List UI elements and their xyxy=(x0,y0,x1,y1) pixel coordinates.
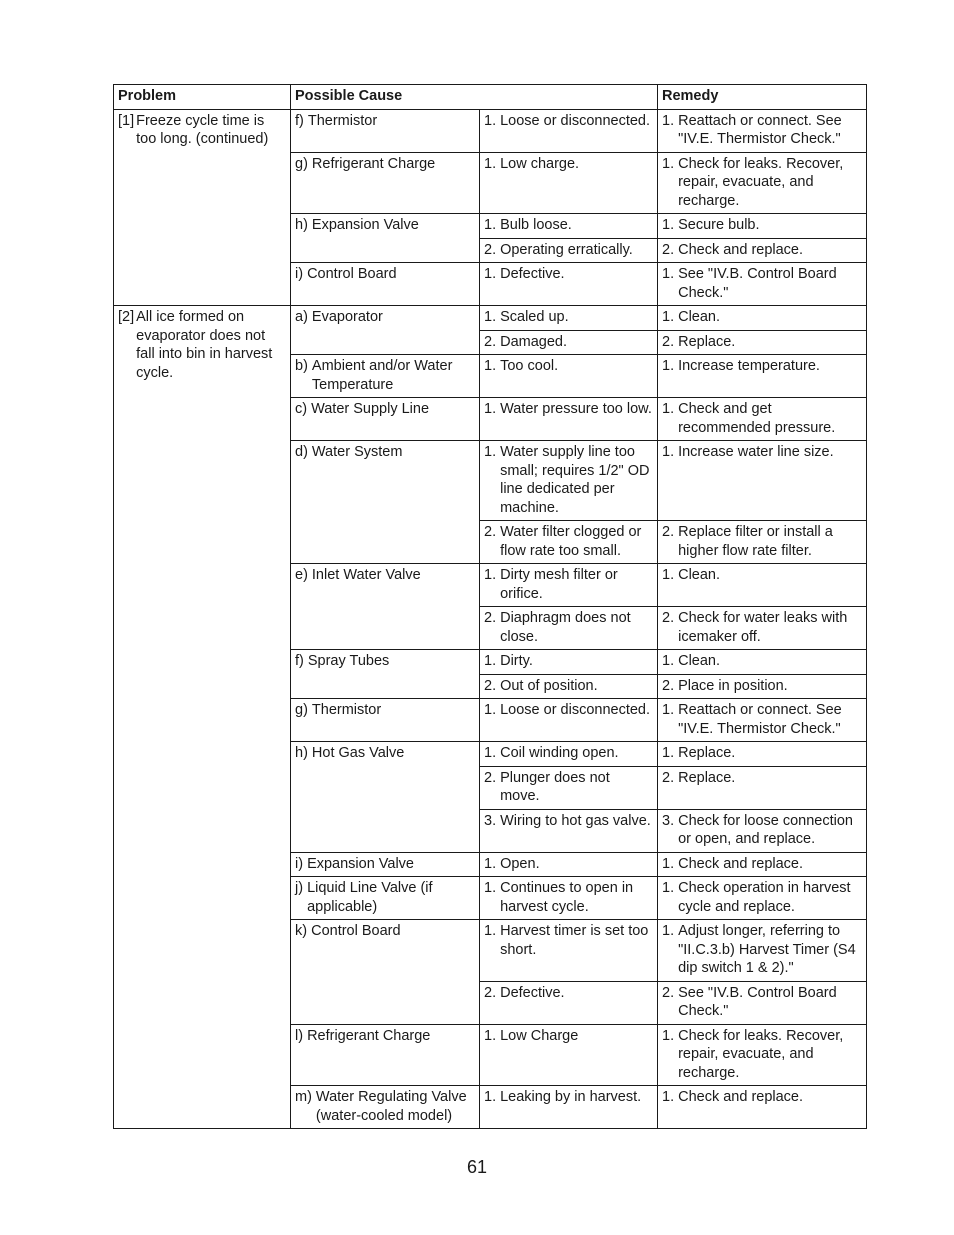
cause-detail-text: Dirty. xyxy=(500,653,533,669)
remedy-text: Reattach or connect. See "IV.E. Thermistor Check." xyxy=(678,112,842,147)
cause-name-text: Ambient and/or Water Temperature xyxy=(311,358,453,393)
cause-name-text: Refrigerant Charge xyxy=(307,1027,431,1044)
cause-name-text: Inlet Water Valve xyxy=(311,567,421,583)
remedy xyxy=(662,609,862,646)
remedy-text: Increase water line size. xyxy=(678,444,834,460)
cause-name-text: Liquid Line Valve (if applicable) xyxy=(307,880,433,915)
problem-description xyxy=(118,308,286,382)
cause-name xyxy=(295,443,475,462)
remedy-cell xyxy=(658,650,867,675)
cause-name-number: l) xyxy=(295,1027,304,1044)
remedy-number: 1. xyxy=(662,358,675,374)
cause-detail xyxy=(484,357,653,376)
cause-detail-cell xyxy=(480,1024,658,1086)
remedy-number: 1. xyxy=(662,1089,675,1105)
cause-detail xyxy=(484,1088,653,1107)
remedy-text: Check and replace. xyxy=(678,1089,804,1105)
header-row xyxy=(114,85,867,110)
cause-detail-cell xyxy=(480,809,658,852)
cause-detail xyxy=(484,308,653,327)
remedy-text: See "IV.B. Control Board Check." xyxy=(678,266,837,301)
cause-detail-text: Coil winding open. xyxy=(500,745,619,761)
cause-detail xyxy=(484,652,653,671)
cause-detail-cell xyxy=(480,521,658,564)
remedy xyxy=(662,677,862,696)
cause-detail-text: Loose or disconnected. xyxy=(500,702,651,718)
cause-detail-cell xyxy=(480,877,658,920)
cause-name-text: Hot Gas Valve xyxy=(311,745,405,761)
cause-cell xyxy=(291,650,480,699)
remedy-number: 2. xyxy=(662,677,675,694)
cause-detail-text: Harvest timer is set too short. xyxy=(500,923,649,958)
remedy-text: Replace. xyxy=(678,769,736,786)
cause-detail-text: Out of position. xyxy=(500,677,598,694)
cause-name-number: a) xyxy=(295,309,308,325)
remedy-cell xyxy=(658,521,867,564)
remedy-cell xyxy=(658,306,867,331)
cause-name xyxy=(295,216,475,235)
remedy-cell xyxy=(658,766,867,809)
cause-detail-cell xyxy=(480,109,658,152)
cause-name xyxy=(295,744,475,763)
cause-name-text: Water Regulating Valve (water-cooled model) xyxy=(315,1089,467,1124)
cause-detail-number: 2. xyxy=(484,241,497,258)
cause-cell xyxy=(291,441,480,564)
cause-name-number: c) xyxy=(295,401,308,417)
cause-detail-cell xyxy=(480,981,658,1024)
cause-name xyxy=(295,652,475,671)
cause-detail xyxy=(484,609,653,646)
cause-name-number: b) xyxy=(295,358,308,374)
remedy-cell xyxy=(658,852,867,877)
cause-detail-cell xyxy=(480,441,658,521)
problem-cell xyxy=(114,306,291,1129)
cause-name-number: e) xyxy=(295,567,308,583)
remedy-cell xyxy=(658,330,867,355)
cause-detail-number: 1. xyxy=(484,155,497,172)
table-body xyxy=(114,109,867,1129)
remedy-cell xyxy=(658,1024,867,1086)
cause-detail-text: Leaking by in harvest. xyxy=(500,1089,642,1105)
remedy xyxy=(662,241,862,260)
cause-cell xyxy=(291,852,480,877)
cause-detail xyxy=(484,744,653,763)
remedy-number: 2. xyxy=(662,524,675,540)
cause-detail-cell xyxy=(480,766,658,809)
cause-detail xyxy=(484,922,653,959)
cause-detail-cell xyxy=(480,852,658,877)
cause-detail-number: 1. xyxy=(484,1089,497,1105)
remedy-cell xyxy=(658,214,867,239)
cause-name-number: f) xyxy=(295,112,304,129)
cause-name xyxy=(295,265,475,284)
problem-description-number: [1] xyxy=(118,112,135,129)
cause-cell xyxy=(291,699,480,742)
cause-name xyxy=(295,1027,475,1046)
remedy-text: Clean. xyxy=(678,567,721,583)
cause-name-number: k) xyxy=(295,923,308,939)
remedy xyxy=(662,1088,862,1107)
remedy-cell xyxy=(658,877,867,920)
cause-name xyxy=(295,308,475,327)
cause-detail xyxy=(484,984,653,1003)
problem-description-text: Freeze cycle time is too long. (continued) xyxy=(136,112,269,147)
cause-detail xyxy=(484,812,653,831)
cause-detail-number: 1. xyxy=(484,112,497,129)
remedy-number: 1. xyxy=(662,567,675,583)
remedy-cell xyxy=(658,699,867,742)
remedy-number: 1. xyxy=(662,112,675,129)
remedy xyxy=(662,523,862,560)
troubleshooting-table xyxy=(113,84,867,1129)
cause-detail xyxy=(484,112,653,131)
cause-cell xyxy=(291,877,480,920)
cause-name-text: Water System xyxy=(311,444,403,460)
cause-cell xyxy=(291,398,480,441)
cause-detail-text: Defective. xyxy=(500,266,565,282)
cause-detail xyxy=(484,216,653,235)
remedy-number: 2. xyxy=(662,769,675,786)
cause-detail-cell xyxy=(480,1086,658,1129)
problem-description-number: [2] xyxy=(118,309,135,325)
cause-detail-cell xyxy=(480,699,658,742)
cause-detail-text: Operating erratically. xyxy=(500,241,633,258)
cause-name xyxy=(295,357,475,394)
cause-name-text: Refrigerant Charge xyxy=(311,155,436,172)
cause-detail-number: 1. xyxy=(484,1027,497,1044)
cause-detail-cell xyxy=(480,152,658,214)
remedy-number: 1. xyxy=(662,266,675,282)
remedy-number: 1. xyxy=(662,444,675,460)
cause-detail-number: 1. xyxy=(484,923,497,939)
remedy xyxy=(662,155,862,211)
cause-detail-text: Open. xyxy=(500,855,540,872)
remedy-text: Clean. xyxy=(678,653,721,669)
remedy-text: Replace filter or install a higher flow rate filter. xyxy=(678,524,833,559)
remedy-cell xyxy=(658,109,867,152)
cause-detail-number: 1. xyxy=(484,880,497,896)
cause-name-number: h) xyxy=(295,217,308,233)
cause-detail-cell xyxy=(480,355,658,398)
cause-detail-cell xyxy=(480,920,658,982)
cause-detail-number: 1. xyxy=(484,444,497,460)
cause-name-number: g) xyxy=(295,702,308,718)
remedy-text: Clean. xyxy=(678,309,721,325)
remedy-number: 1. xyxy=(662,855,675,872)
cause-name xyxy=(295,155,475,174)
remedy-number: 1. xyxy=(662,155,675,172)
cause-name xyxy=(295,879,475,916)
cause-detail-text: Scaled up. xyxy=(500,309,569,325)
cause-detail-number: 2. xyxy=(484,677,497,694)
cause-detail-text: Too cool. xyxy=(500,358,559,374)
remedy-cell xyxy=(658,742,867,767)
remedy-cell xyxy=(658,981,867,1024)
remedy-cell xyxy=(658,809,867,852)
remedy-number: 2. xyxy=(662,333,675,350)
cause-detail-number: 1. xyxy=(484,855,497,872)
cause-cell xyxy=(291,152,480,214)
remedy-cell xyxy=(658,238,867,263)
cause-name-number: f) xyxy=(295,653,304,669)
remedy xyxy=(662,400,862,437)
cause-detail-number: 2. xyxy=(484,610,497,626)
remedy xyxy=(662,308,862,327)
cause-detail xyxy=(484,879,653,916)
remedy xyxy=(662,566,862,585)
cause-detail-number: 2. xyxy=(484,333,497,350)
cause-detail-number: 2. xyxy=(484,769,497,786)
cause-detail xyxy=(484,265,653,284)
cause-name-text: Expansion Valve xyxy=(307,855,414,872)
remedy-number: 1. xyxy=(662,702,675,718)
cause-name-text: Water Supply Line xyxy=(311,401,430,417)
cause-detail xyxy=(484,1027,653,1046)
cause-name xyxy=(295,566,475,585)
remedy-number: 1. xyxy=(662,653,675,669)
remedy-text: Check for loose connection or open, and replace. xyxy=(678,812,853,847)
remedy-cell xyxy=(658,152,867,214)
remedy-text: Replace. xyxy=(678,745,736,761)
cause-name-number: m) xyxy=(295,1089,312,1105)
remedy-number: 1. xyxy=(662,923,675,939)
cause-detail-text: Damaged. xyxy=(500,333,567,350)
remedy-cell xyxy=(658,564,867,607)
cause-detail xyxy=(484,855,653,874)
cause-name-number: i) xyxy=(295,266,304,282)
cause-detail-text: Low Charge xyxy=(500,1027,579,1044)
header-possible-cause: Possible Cause xyxy=(291,85,658,110)
remedy xyxy=(662,1027,862,1083)
remedy-text: Check and replace. xyxy=(678,855,804,872)
remedy xyxy=(662,357,862,376)
remedy-number: 1. xyxy=(662,880,675,896)
remedy xyxy=(662,112,862,149)
header-remedy: Remedy xyxy=(658,85,867,110)
remedy-cell xyxy=(658,674,867,699)
cause-name-number: d) xyxy=(295,444,308,460)
cause-cell xyxy=(291,109,480,152)
cause-name-text: Expansion Valve xyxy=(311,217,419,233)
cause-detail-text: Water supply line too small; requires 1/2" OD line dedicated per machine. xyxy=(500,444,650,516)
remedy xyxy=(662,701,862,738)
cause-name-text: Control Board xyxy=(311,923,401,939)
cause-detail-cell xyxy=(480,650,658,675)
remedy-text: Check and replace. xyxy=(678,241,804,258)
cause-detail xyxy=(484,443,653,517)
remedy xyxy=(662,812,862,849)
remedy xyxy=(662,769,862,788)
cause-detail-number: 1. xyxy=(484,745,497,761)
cause-detail-cell xyxy=(480,238,658,263)
remedy-cell xyxy=(658,398,867,441)
remedy-cell xyxy=(658,607,867,650)
problem-description xyxy=(118,112,286,149)
cause-name-text: Control Board xyxy=(307,266,397,282)
remedy-cell xyxy=(658,920,867,982)
cause-name xyxy=(295,400,475,419)
remedy-text: See "IV.B. Control Board Check." xyxy=(678,984,837,1019)
table-row xyxy=(114,109,867,152)
remedy xyxy=(662,855,862,874)
cause-detail-text: Continues to open in harvest cycle. xyxy=(500,880,634,915)
cause-detail-number: 1. xyxy=(484,653,497,669)
cause-detail-number: 1. xyxy=(484,358,497,374)
cause-detail-text: Defective. xyxy=(500,984,565,1001)
remedy xyxy=(662,216,862,235)
cause-detail-number: 1. xyxy=(484,567,497,583)
remedy-number: 2. xyxy=(662,984,675,1001)
cause-detail xyxy=(484,333,653,352)
cause-detail-cell xyxy=(480,607,658,650)
cause-cell xyxy=(291,564,480,650)
cause-detail-cell xyxy=(480,398,658,441)
remedy xyxy=(662,265,862,302)
cause-detail-text: Loose or disconnected. xyxy=(500,112,651,129)
cause-detail-cell xyxy=(480,742,658,767)
remedy-text: Adjust longer, referring to "II.C.3.b) Harvest Timer (S4 dip switch 1 & 2)." xyxy=(678,923,856,976)
problem-cell xyxy=(114,109,291,306)
remedy xyxy=(662,744,862,763)
header-problem: Problem xyxy=(114,85,291,110)
remedy-cell xyxy=(658,1086,867,1129)
cause-name-text: Evaporator xyxy=(311,309,383,325)
cause-detail xyxy=(484,677,653,696)
cause-cell xyxy=(291,214,480,263)
remedy-cell xyxy=(658,263,867,306)
cause-detail-number: 1. xyxy=(484,309,497,325)
cause-detail-number: 1. xyxy=(484,266,497,282)
cause-detail-number: 2. xyxy=(484,984,497,1001)
cause-detail xyxy=(484,566,653,603)
cause-detail-cell xyxy=(480,306,658,331)
remedy xyxy=(662,652,862,671)
cause-name-number: g) xyxy=(295,155,308,172)
cause-cell xyxy=(291,742,480,853)
cause-name xyxy=(295,922,475,941)
remedy-number: 1. xyxy=(662,401,675,417)
cause-detail-cell xyxy=(480,263,658,306)
cause-cell xyxy=(291,306,480,355)
remedy xyxy=(662,333,862,352)
cause-detail xyxy=(484,769,653,806)
cause-detail xyxy=(484,701,653,720)
table-row xyxy=(114,306,867,331)
remedy-text: Replace. xyxy=(678,333,736,350)
cause-detail-cell xyxy=(480,674,658,699)
cause-name-number: j) xyxy=(295,880,304,896)
cause-detail-cell xyxy=(480,214,658,239)
cause-detail-number: 2. xyxy=(484,524,497,540)
cause-detail-cell xyxy=(480,564,658,607)
remedy-cell xyxy=(658,441,867,521)
remedy-text: Increase temperature. xyxy=(678,358,820,374)
remedy-text: Check and get recommended pressure. xyxy=(678,401,836,436)
cause-detail xyxy=(484,523,653,560)
remedy xyxy=(662,922,862,978)
cause-detail-text: Wiring to hot gas valve. xyxy=(500,812,651,829)
cause-detail-number: 1. xyxy=(484,217,497,233)
remedy-number: 1. xyxy=(662,217,675,233)
remedy-text: Check for leaks. Recover, repair, evacuate, and recharge. xyxy=(678,1027,844,1081)
remedy xyxy=(662,443,862,462)
cause-detail-text: Bulb loose. xyxy=(500,217,572,233)
cause-name-number: h) xyxy=(295,745,308,761)
remedy-text: Place in position. xyxy=(678,677,788,694)
remedy-text: Check operation in harvest cycle and replace. xyxy=(678,880,851,915)
page-number: 61 xyxy=(466,1157,488,1177)
remedy-number: 1. xyxy=(662,745,675,761)
remedy-cell xyxy=(658,355,867,398)
cause-detail-text: Plunger does not move. xyxy=(500,769,610,804)
cause-detail-number: 1. xyxy=(484,702,497,718)
cause-detail-text: Low charge. xyxy=(500,155,580,172)
cause-name xyxy=(295,1088,475,1125)
remedy xyxy=(662,984,862,1021)
cause-detail-text: Dirty mesh filter or orifice. xyxy=(500,567,618,602)
cause-detail-number: 3. xyxy=(484,812,497,829)
cause-detail xyxy=(484,155,653,174)
cause-detail-cell xyxy=(480,330,658,355)
cause-cell xyxy=(291,263,480,306)
cause-detail xyxy=(484,241,653,260)
remedy-number: 1. xyxy=(662,309,675,325)
cause-name-text: Thermistor xyxy=(307,112,378,129)
cause-detail-text: Water filter clogged or flow rate too small. xyxy=(500,524,642,559)
cause-name xyxy=(295,112,475,131)
cause-detail-number: 1. xyxy=(484,401,497,417)
cause-detail xyxy=(484,400,653,419)
cause-cell xyxy=(291,1024,480,1086)
cause-name-text: Thermistor xyxy=(311,702,382,718)
cause-name-text: Spray Tubes xyxy=(307,653,390,669)
remedy-number: 3. xyxy=(662,812,675,829)
remedy-number: 2. xyxy=(662,610,675,626)
cause-detail-text: Diaphragm does not close. xyxy=(500,610,631,645)
cause-cell xyxy=(291,920,480,1025)
remedy-number: 1. xyxy=(662,1027,675,1044)
cause-name xyxy=(295,855,475,874)
problem-description-text: All ice formed on evaporator does not fall into bin in harvest cycle. xyxy=(136,309,273,381)
cause-name-number: i) xyxy=(295,855,304,872)
cause-cell xyxy=(291,1086,480,1129)
cause-detail-text: Water pressure too low. xyxy=(500,401,652,417)
remedy-text: Check for leaks. Recover, repair, evacuate, and recharge. xyxy=(678,155,844,209)
remedy-number: 2. xyxy=(662,241,675,258)
remedy-text: Secure bulb. xyxy=(678,217,760,233)
remedy-text: Check for water leaks with icemaker off. xyxy=(678,610,848,645)
remedy xyxy=(662,879,862,916)
cause-name xyxy=(295,701,475,720)
cause-cell xyxy=(291,355,480,398)
remedy-text: Reattach or connect. See "IV.E. Thermistor Check." xyxy=(678,702,842,737)
